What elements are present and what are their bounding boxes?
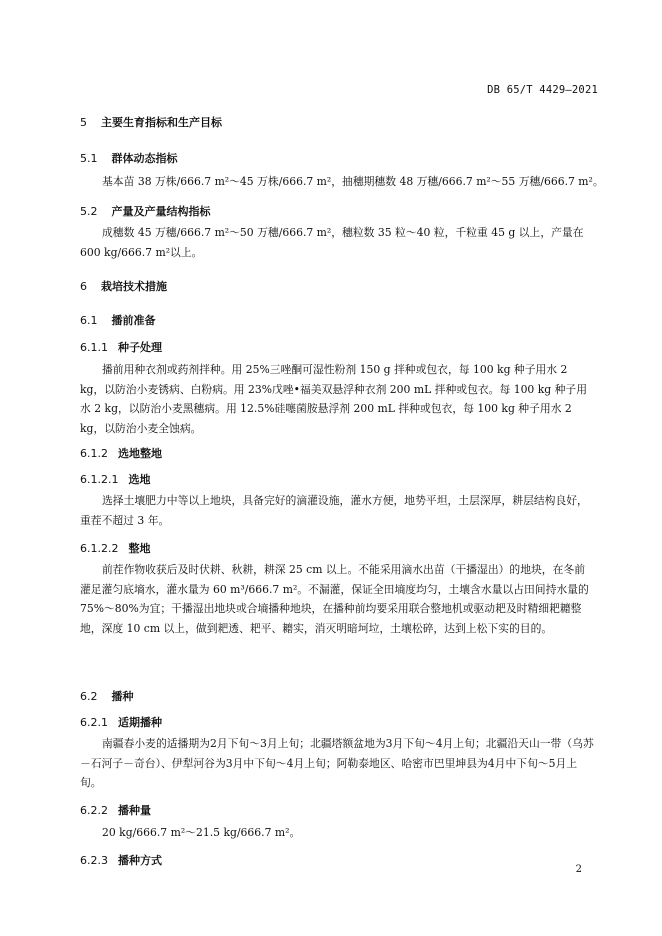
section-title: 主要生育指标和生产目标 (101, 116, 222, 129)
paragraph-6-1-1: 播前用种衣剂或药剂拌种。用 25%三唑酮可湿性粉剂 150 g 拌种或包衣，每 100 kg 种子用水 2 kg，以防治小麦锈病、白粉病。用 23%戊唑•福美双悬浮种衣剂 200 mL 拌种或包衣。每 100 kg 种子用水 2 kg，以防治小麦黑穗病。用 12.5%硅噻菌胺悬浮剂 200 mL 拌种或包衣，每 100 kg 种子用水 2 kg，以防治小麦全蚀病。 (80, 363, 588, 435)
page-number: 2 (575, 864, 582, 875)
section-number: 6.2 (80, 690, 98, 703)
paragraph-5-1: 基本苗 38 万株/666.7 m²～45 万株/666.7 m²，抽穗期穗数 48 万穗/666.7 m²～55 万穗/666.7 m²。 (102, 175, 604, 188)
paragraph-6-2-2: 20 kg/666.7 m²～21.5 kg/666.7 m²。 (102, 826, 301, 839)
section-6-1-2-2-heading (80, 540, 150, 556)
section-title: 选地 (128, 473, 151, 486)
section-number: 5.1 (80, 152, 98, 165)
section-number: 5 (80, 116, 87, 129)
section-number: 5.2 (80, 205, 98, 218)
section-title: 种子处理 (118, 341, 162, 354)
section-number: 6.2.3 (80, 854, 108, 867)
section-6-2-1-heading (80, 714, 162, 730)
section-6-1-1-heading (80, 339, 162, 355)
section-number: 6.2.1 (80, 716, 108, 729)
section-title: 整地 (128, 542, 151, 555)
section-number: 6.1.2 (80, 447, 108, 460)
section-title: 播种量 (118, 804, 151, 817)
section-5-2-heading (80, 203, 211, 219)
section-6-heading (80, 278, 167, 294)
doc-code-header: DB 65/T 4429—2021 (487, 84, 598, 96)
section-6-2-3-heading (80, 852, 162, 868)
section-title: 播前准备 (111, 314, 156, 327)
section-6-1-heading (80, 312, 156, 328)
paragraph-6-1-2-2: 前茬作物收获后及时伏耕、秋耕，耕深 25 cm 以上。不能采用滴水出苗（干播湿出）的地块，在冬前灌足灌匀底墒水，灌水量为 60 m³/666.7 m²。不漏灌，保证全田墒度均匀，土壤含水量以占田间持水量的 75%～80%为宜；干播湿出地块或合墒播种地块，在播种前均要采用联合整地机或驱动耙及时精细耙耱整地，深度 10 cm 以上，做到耙透、耙平、耱实，消灭明暗坷垃，土壤松碎，达到上松下实的目的。 (80, 563, 589, 635)
section-6-2-2-heading (80, 802, 151, 818)
section-number: 6.1.2.2 (80, 542, 119, 555)
section-title: 产量及产量结构指标 (111, 205, 211, 218)
section-title: 适期播种 (118, 716, 162, 729)
section-title: 播种 (111, 690, 134, 703)
section-6-1-2-heading (80, 445, 162, 461)
section-number: 6 (80, 280, 87, 293)
section-5-heading (80, 114, 222, 130)
section-number: 6.1.1 (80, 341, 108, 354)
paragraph-6-1-2-1: 选择土壤肥力中等以上地块，具备完好的滴灌设施，灌水方便，地势平坦，土层深厚，耕层结构良好，重茬不超过 3 年。 (80, 494, 588, 527)
section-number: 6.2.2 (80, 804, 108, 817)
section-title: 选地整地 (118, 447, 162, 460)
section-number: 6.1 (80, 314, 98, 327)
paragraph-6-2-1: 南疆春小麦的适播期为2月下旬～3月上旬；北疆塔额盆地为3月下旬～4月上旬；北疆沿天山一带（乌苏－石河子－奇台）、伊犁河谷为3月中下旬～4月上旬；阿勒泰地区、哈密市巴里坤县为4月中下旬～5月上旬。 (80, 737, 594, 789)
section-title: 群体动态指标 (111, 152, 178, 165)
paragraph-5-2: 成穗数 45 万穗/666.7 m²～50 万穗/666.7 m²，穗粒数 35 粒～40 粒，千粒重 45 g 以上，产量在 600 kg/666.7 m²以上。 (80, 226, 584, 259)
section-title: 播种方式 (118, 854, 162, 867)
section-6-2-heading (80, 688, 134, 704)
section-5-1-heading (80, 150, 178, 166)
section-6-1-2-1-heading (80, 471, 150, 487)
section-title: 栽培技术措施 (101, 280, 167, 293)
section-number: 6.1.2.1 (80, 473, 119, 486)
